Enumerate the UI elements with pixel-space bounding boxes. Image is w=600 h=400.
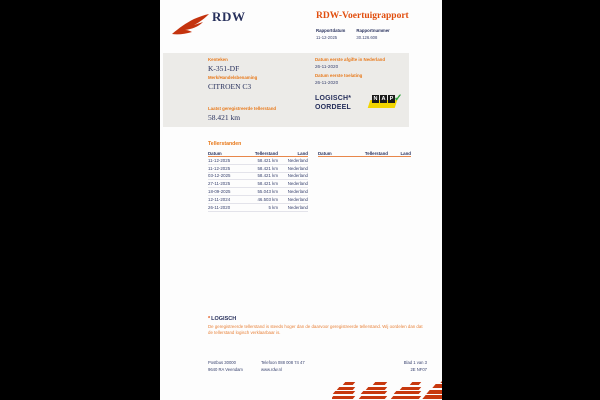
report-title: RDW-Voertuigrapport	[316, 11, 409, 21]
stripe-bar	[359, 396, 388, 399]
report-number-value: 30.126.608	[356, 34, 378, 40]
report-page	[160, 0, 442, 400]
report-number-block	[356, 28, 389, 40]
row-km: 58.421 km	[257, 173, 278, 179]
merk-label: Merk/Handelsbenaming	[208, 75, 258, 80]
footer-website: www.rdw.nl	[260, 366, 282, 372]
row-land: Nederland	[287, 181, 308, 187]
page-footer	[208, 360, 323, 373]
rdw-logo-icon	[171, 14, 209, 36]
tellerstand-label: Laatst geregistreerde tellerstand	[208, 106, 277, 111]
stripe-bar	[400, 387, 422, 390]
stripe-bar	[422, 395, 442, 399]
form-code: 2E NF07	[410, 366, 427, 372]
table-row	[208, 196, 308, 204]
oordeel-line1: LOGISCH*	[315, 95, 352, 102]
afgifte-label: Datum eerste afgifte in Nederland	[315, 57, 386, 62]
row-land: Nederland	[287, 165, 308, 171]
merk-value: CITROEN C3	[208, 81, 252, 91]
stripe-bar	[366, 387, 388, 390]
table-header-row	[208, 149, 308, 157]
odometer-table-right	[318, 149, 411, 157]
oordeel-line2: OORDEEL	[315, 104, 352, 111]
stripe-bar	[332, 396, 355, 399]
table-row	[208, 157, 308, 165]
tellerstand-value: 58.421 km	[208, 112, 241, 122]
nap-letter: P	[389, 96, 394, 102]
stripe-group	[332, 381, 354, 399]
nap-letter: N	[373, 96, 378, 102]
nap-letter: A	[381, 96, 386, 102]
table-row	[208, 204, 308, 212]
footer-address-line1: Postbus 30000	[208, 360, 236, 365]
row-date: 12-11-2024	[208, 196, 231, 202]
stripe-bar	[343, 382, 356, 385]
report-meta	[316, 28, 390, 40]
stripe-bar	[373, 382, 388, 385]
row-km: 58.421 km	[257, 181, 278, 187]
table-header-land: Land	[400, 151, 411, 156]
footnote-text: De geregistreerde tellerstand is steeds hoger dan de daarvoor geregistreerde tellerstand. Wij oordelen dan dat de tellerstand logisch verklaarbaar is.	[208, 324, 423, 335]
row-land: Nederland	[287, 204, 308, 210]
vehicle-info-panel	[163, 53, 409, 127]
table-row	[208, 165, 308, 173]
stripe-bar	[432, 384, 442, 388]
kenteken-field	[208, 57, 318, 73]
nap-logo	[369, 95, 405, 110]
row-km: 58.421 km	[257, 157, 278, 163]
row-km: 55.043 km	[257, 189, 278, 195]
stripe-bar	[410, 382, 422, 385]
table-row	[208, 188, 308, 196]
table-header-row	[318, 149, 411, 157]
toelating-field	[315, 73, 425, 85]
stripe-bar	[426, 390, 442, 394]
row-land: Nederland	[287, 157, 308, 163]
row-date: 27-11-2025	[208, 181, 231, 187]
kenteken-value: K-351-DF	[208, 63, 240, 73]
afgifte-field	[315, 57, 425, 69]
stripe-bar	[394, 391, 422, 394]
row-date: 11-12-2025	[208, 165, 231, 171]
row-date: 18-09-2025	[208, 189, 231, 195]
logisch-footnote	[208, 316, 424, 335]
tellerstand-field	[208, 106, 318, 122]
row-km: 46.503 km	[257, 196, 278, 202]
stripe-group	[424, 377, 442, 399]
footer-phone: Telefoon 088 008 74 47	[260, 360, 305, 365]
footnote-title	[208, 316, 424, 322]
kenteken-label: Kenteken	[208, 57, 228, 62]
table-header-tellerstand: Tellerstand	[364, 151, 388, 156]
footer-address-line2: 9640 RA Veendam	[208, 366, 243, 372]
report-date-value: 11-12-2025	[316, 34, 338, 40]
row-land: Nederland	[287, 189, 308, 195]
tellerstanden-title: Tellerstanden	[208, 141, 242, 147]
table-header-land: Land	[297, 151, 308, 156]
rdw-logo-text: RDW	[212, 9, 246, 24]
footer-contact	[261, 360, 305, 373]
stripe-bar	[337, 387, 356, 390]
row-date: 03-12-2025	[208, 173, 231, 179]
rdw-stripes-graphic	[332, 371, 442, 400]
stripe-group	[360, 381, 386, 399]
row-land: Nederland	[287, 173, 308, 179]
stripe-bar	[440, 379, 442, 383]
oordeel-text	[315, 94, 351, 112]
row-date: 11-12-2025	[208, 157, 231, 163]
stripe-bar	[333, 391, 356, 394]
table-header-datum: Datum	[208, 151, 222, 156]
table-header-tellerstand: Tellerstand	[254, 151, 278, 156]
stripe-bar	[391, 396, 422, 399]
row-land: Nederland	[287, 196, 308, 202]
row-date: 26-11-2020	[208, 204, 231, 210]
row-km: 5 km	[268, 204, 278, 210]
table-row	[208, 173, 308, 181]
table-header-datum: Datum	[318, 151, 332, 156]
nap-check-icon: ✓	[394, 93, 403, 104]
stripe-bar	[361, 391, 388, 394]
report-date-block	[316, 28, 345, 40]
page-indicator: Blad 1 van 3	[403, 360, 427, 365]
table-row	[208, 180, 308, 188]
merk-field	[208, 75, 318, 91]
report-number-label: Rapportnummer	[356, 28, 390, 33]
toelating-label: Datum eerste toelating	[315, 73, 363, 78]
footer-address	[208, 360, 243, 373]
stripe-group	[392, 381, 420, 399]
toelating-value: 26-11-2020	[315, 79, 339, 85]
footnote-title-text: LOGISCH	[211, 316, 237, 322]
row-km: 58.421 km	[257, 165, 278, 171]
footnote-marker: *	[208, 316, 211, 322]
odometer-table-left	[208, 149, 308, 212]
afgifte-value: 26-11-2020	[315, 63, 339, 69]
report-date-label: Rapportdatum	[316, 28, 346, 33]
